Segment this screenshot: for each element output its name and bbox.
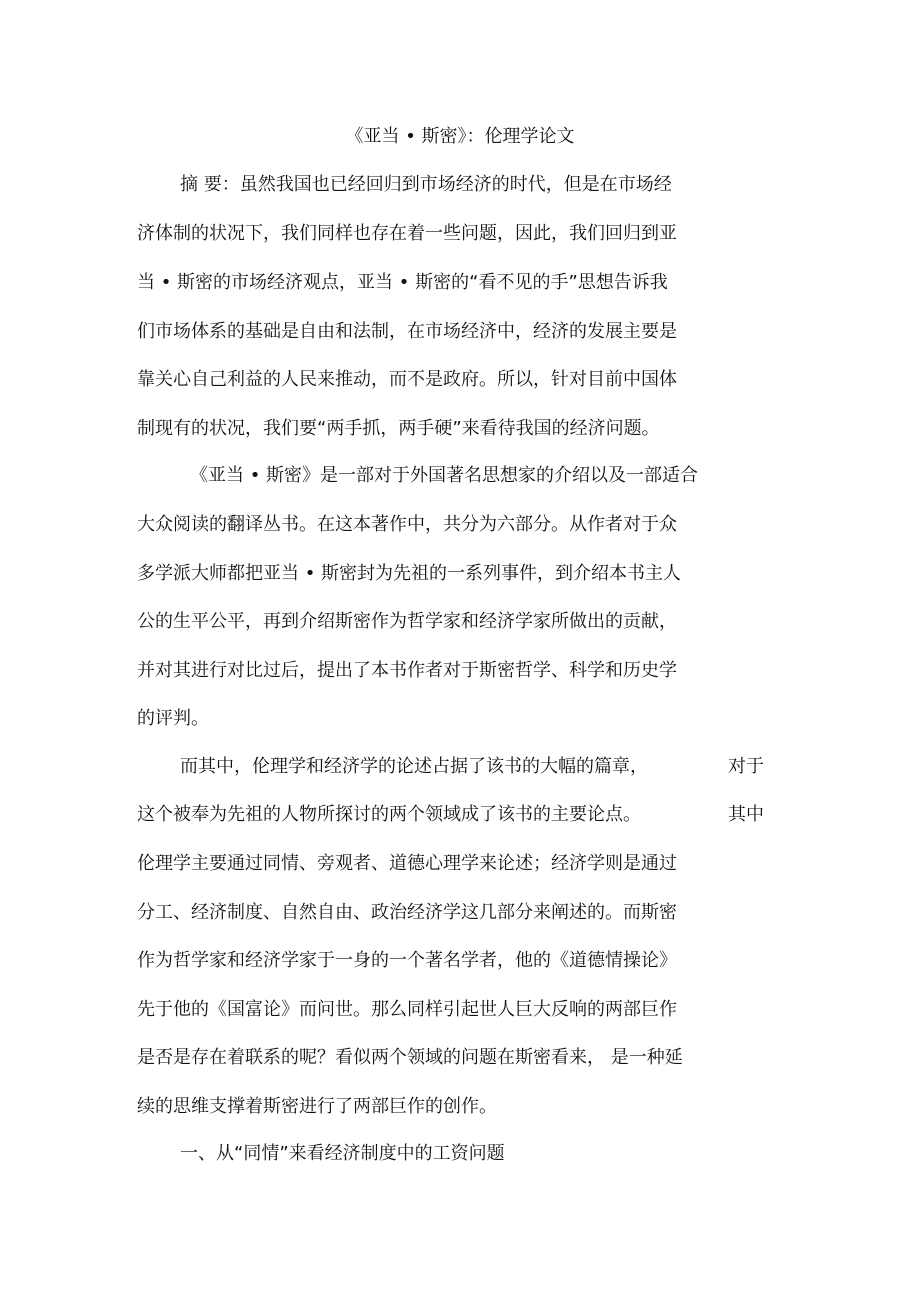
body-para2-line-1: 《亚当 • 斯密》是一部对于外国著名思想家的介绍以及一部适合 [190, 465, 699, 486]
body-para3-trailing-1: 对于 [728, 756, 764, 777]
section-heading-1: 一、从“同情”来看经济制度中的工资问题 [180, 1143, 505, 1164]
body-para3-line-1: 而其中，伦理学和经济学的论述占据了该书的大幅的篇章， [180, 756, 648, 777]
body-para2-line-5: 并对其进行对比过后，提出了本书作者对于斯密哲学、科学和历史学 [137, 660, 677, 681]
abstract-line-5: 靠关心自己利益的人民来推动，而不是政府。所以，针对目前中国体 [137, 369, 677, 390]
abstract-line-2: 济体制的状况下，我们同样也存在着一些问题，因此，我们回归到亚 [137, 223, 677, 244]
abstract-line-6: 制现有的状况，我们要“两手抓，两手硬”来看待我国的经济问题。 [137, 418, 660, 439]
body-para2-line-3: 多学派大师都把亚当 • 斯密封为先祖的一系列事件，到介绍本书主人 [137, 563, 682, 584]
document-title: 《亚当 • 斯密》：伦理学论文 [345, 126, 575, 147]
abstract-line-3: 当 • 斯密的市场经济观点，亚当 • 斯密的“看不见的手”思想告诉我 [137, 272, 668, 293]
body-para2-line-4: 公的生平公平，再到介绍斯密作为哲学家和经济学家所做出的贡献， [137, 611, 677, 632]
body-para3-line-4: 分工、经济制度、自然自由、政治经济学这几部分来阐述的。而斯密 [137, 902, 677, 923]
body-para3-line-8: 续的思维支撑着斯密进行了两部巨作的创作。 [137, 1096, 497, 1117]
body-para3-line-7: 是否是存在着联系的呢？看似两个领域的问题在斯密看来， 是一种延 [137, 1047, 683, 1068]
body-para3-line-3: 伦理学主要通过同情、旁观者、道德心理学来论述；经济学则是通过 [137, 853, 677, 874]
body-para3-line-6: 先于他的《国富论》而问世。那么同样引起世人巨大反响的两部巨作 [137, 999, 677, 1020]
body-para2-line-2: 大众阅读的翻译丛书。在这本著作中，共分为六部分。从作者对于众 [137, 514, 677, 535]
body-para3-line-5: 作为哲学家和经济学家于一身的一个著名学者，他的《道德情操论》 [137, 950, 677, 971]
body-para3-line-2: 这个被奉为先祖的人物所探讨的两个领域成了该书的主要论点。 [137, 804, 641, 825]
body-para2-line-6: 的评判。 [137, 708, 209, 729]
abstract-line-1: 摘 要：虽然我国也已经回归到市场经济的时代，但是在市场经 [180, 174, 672, 195]
abstract-line-4: 们市场体系的基础是自由和法制，在市场经济中，经济的发展主要是 [137, 321, 677, 342]
body-para3-trailing-2: 其中 [728, 804, 764, 825]
